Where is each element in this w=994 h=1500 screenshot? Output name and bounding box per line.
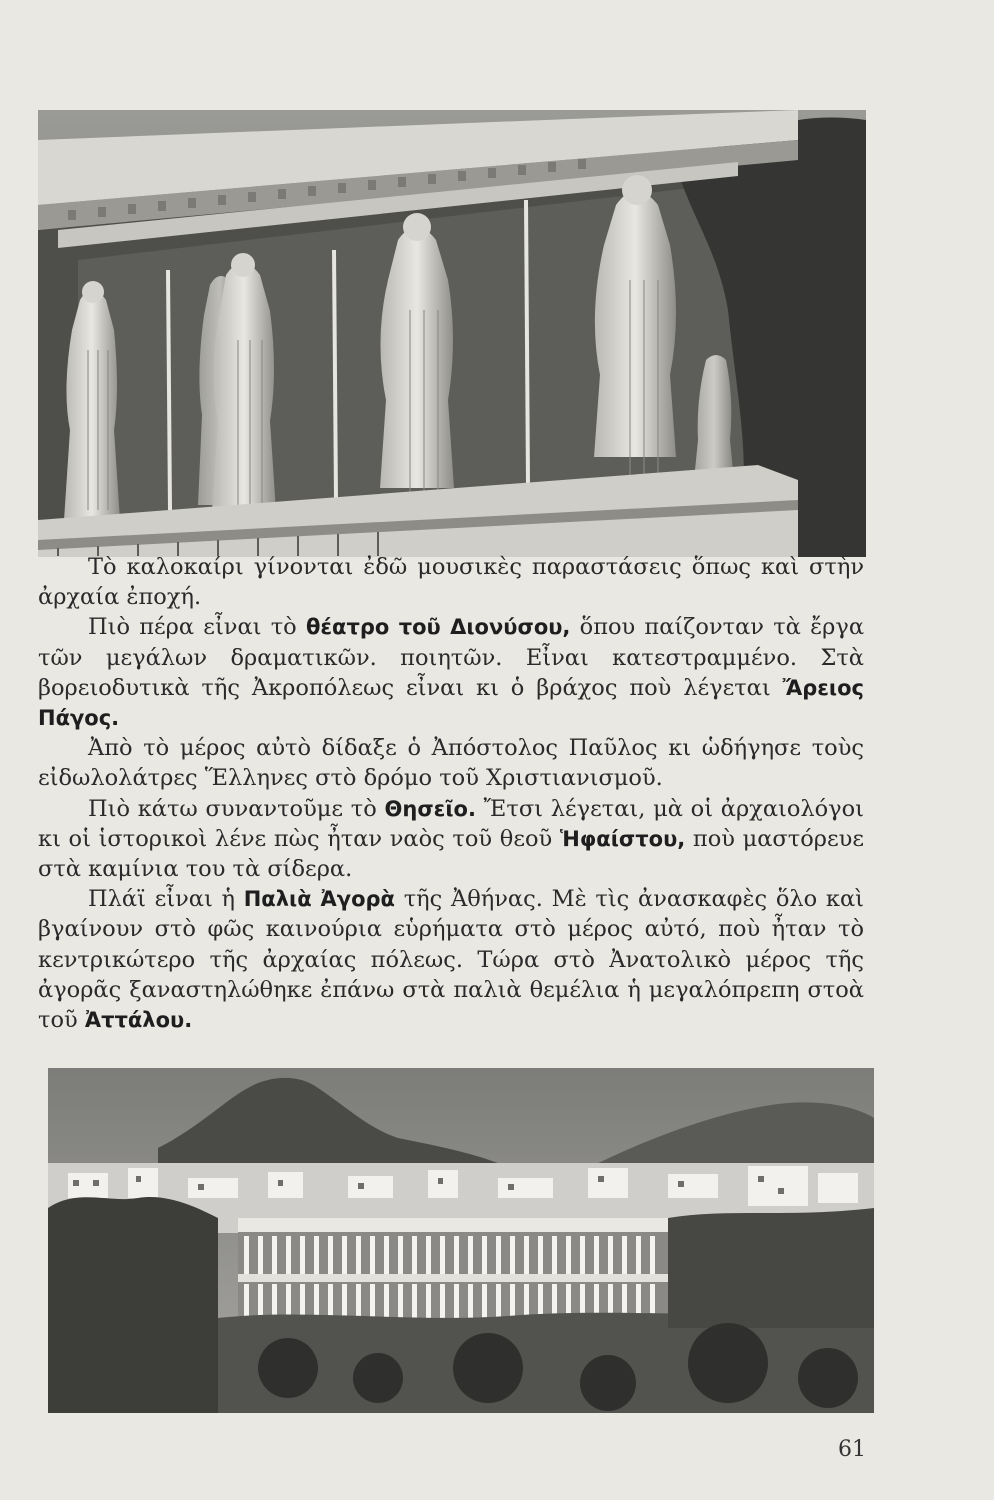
old-agora-term: Παλιὰ Ἀγορὰ: [243, 887, 395, 912]
paragraph-2: Πιὸ πέρα εἶναι τὸ θέατρο τοῦ Διονύσου, ὅπου παίζονταν τὰ ἔργα τῶν μεγάλων δραματικῶν. ποιητῶν. Εἶναι κατεστραμμένο. Στὰ βορειοδυτικὰ τῆς Ἀκροπόλεως εἶναι κι ὁ βράχος ποὺ λέγεται Ἄρειος Πάγος.: [38, 614, 865, 731]
stoa-of-attalos-photo: [48, 1068, 874, 1413]
dionysus-theatre-term: θέατρο τοῦ Διονύσου,: [305, 615, 571, 640]
paragraph-1: Τὸ καλοκαίρι γίνονται ἐδῶ μουσικὲς παραστάσεις ὅπως καὶ στὴν ἀρχαία ἐποχή.: [38, 554, 864, 611]
paragraph-3: Ἀπὸ τὸ μέρος αὐτὸ δίδαξε ὁ Ἀπόστολος Παῦλος κι ὡδήγησε τοὺς εἰδωλολάτρες Ἕλληνες στὸ δρόμο τοῦ Χριστιανισμοῦ.: [38, 735, 864, 792]
areios-pagos-term: Ἄρειος Πάγος.: [38, 675, 864, 731]
paragraph-5: Πλάϊ εἶναι ἡ Παλιὰ Ἀγορὰ τῆς Ἀθήνας. Μὲ τὶς ἀνασκαφὲς ὅλο καὶ βγαίνουν στὸ φῶς καινούρια εὑρήματα στὸ μέρος αὐτό, ποὺ ἦταν τὸ κεντρικώτερο τῆς ἀρχαίας πόλεως. Τώρα στὸ Ἀνατολικὸ μέρος τῆς ἀγορᾶς ξαναστηλώθηκε ἐπάνω στὰ παλιὰ θεμέλια ἡ μεγαλόπρεπη στοὰ τοῦ Ἀττάλου.: [38, 886, 864, 1034]
body-text: [38, 552, 864, 1035]
attalos-term: Ἀττάλου.: [84, 1008, 193, 1033]
caryatids-photo: [38, 110, 866, 557]
theseion-term: Θησεῖο.: [384, 796, 476, 821]
page-number: 61: [838, 1437, 866, 1462]
hephaestus-term: Ἡφαίστου,: [559, 826, 686, 851]
paragraph-4: Πιὸ κάτω συναντοῦμε τὸ Θησεῖο. Ἔτσι λέγεται, μὰ οἱ ἀρχαιολόγοι κι οἱ ἱστορικοὶ λένε πὼς ἦταν ναὸς τοῦ θεοῦ Ἡφαίστου, ποὺ μαστόρευε στὰ καμίνια του τὰ σίδερα.: [38, 795, 864, 883]
